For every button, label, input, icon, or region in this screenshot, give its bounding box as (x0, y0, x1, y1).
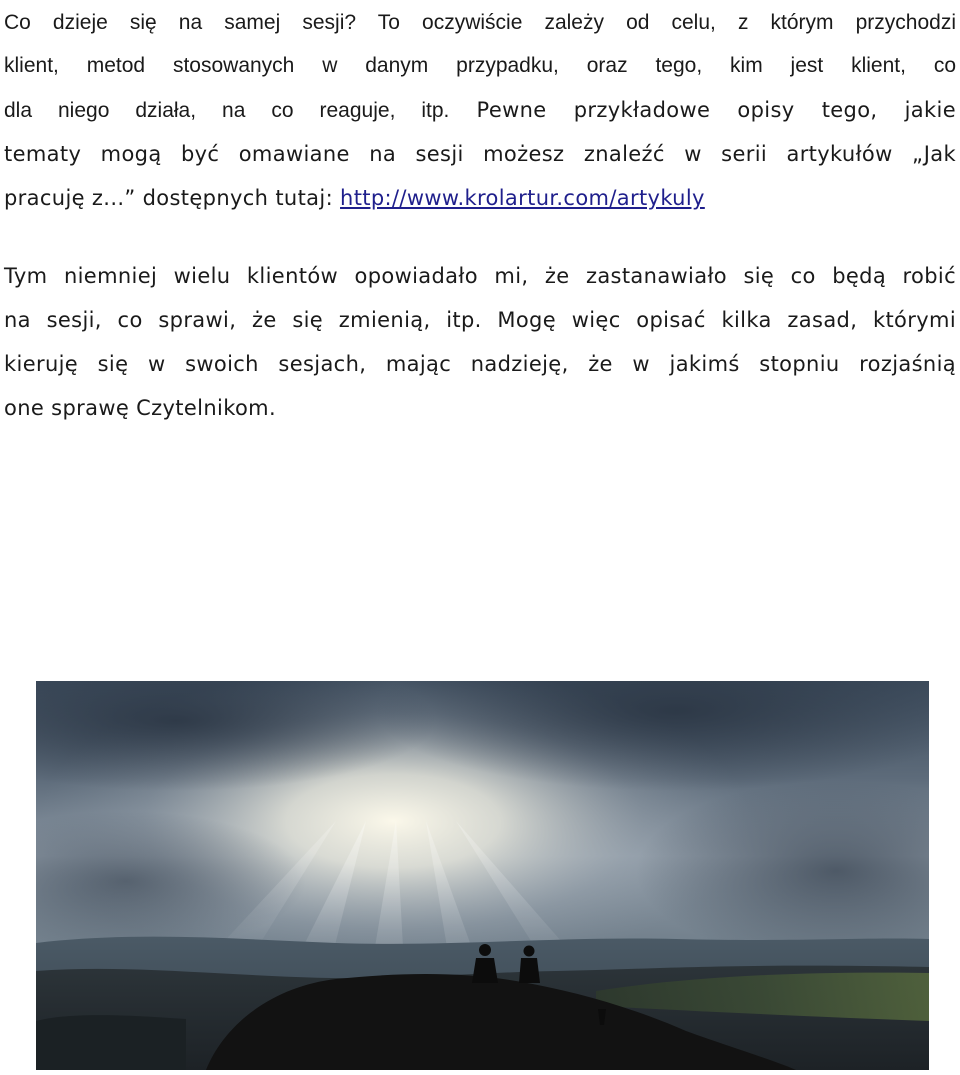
text-segment: To oczywiście zależy od celu, z którym przychodzi (356, 11, 956, 34)
sunrays-over-hills-photo (36, 681, 929, 1070)
text-segment: Co dzieje się na samej sesji? (4, 11, 357, 34)
paragraph-session-principles (4, 254, 956, 430)
paragraph-session-intro (4, 0, 956, 220)
text-line (4, 88, 956, 132)
landscape-photo (36, 681, 929, 1070)
text-line: na sesji, co sprawi, że się zmienią, itp. Mogę więc opisać kilka zasad, którymi (4, 308, 956, 332)
text-segment: dla niego działa, na co reaguje, itp. (4, 99, 450, 122)
text-segment: Pewne przykładowe opisy tego, jakie (449, 98, 956, 122)
text-line: one sprawę Czytelnikom. (4, 396, 276, 420)
text-line: kieruję się w swoich sesjach, mając nadzieję, że w jakimś stopniu rozjaśnią (4, 352, 956, 376)
text-line (4, 0, 956, 44)
text-line: tematy mogą być omawiane na sesji możesz znaleźć w serii artykułów „Jak (4, 142, 956, 166)
text-segment: pracuję z...” dostępnych tutaj: (4, 186, 341, 210)
articles-link[interactable]: http://www.krolartur.com/artykuly (340, 186, 705, 210)
text-line: klient, metod stosowanych w danym przypadku, oraz tego, kim jest klient, co (4, 54, 956, 77)
text-line (4, 176, 956, 220)
text-line: Tym niemniej wielu klientów opowiadało mi, że zastanawiało się co będą robić (4, 264, 956, 288)
